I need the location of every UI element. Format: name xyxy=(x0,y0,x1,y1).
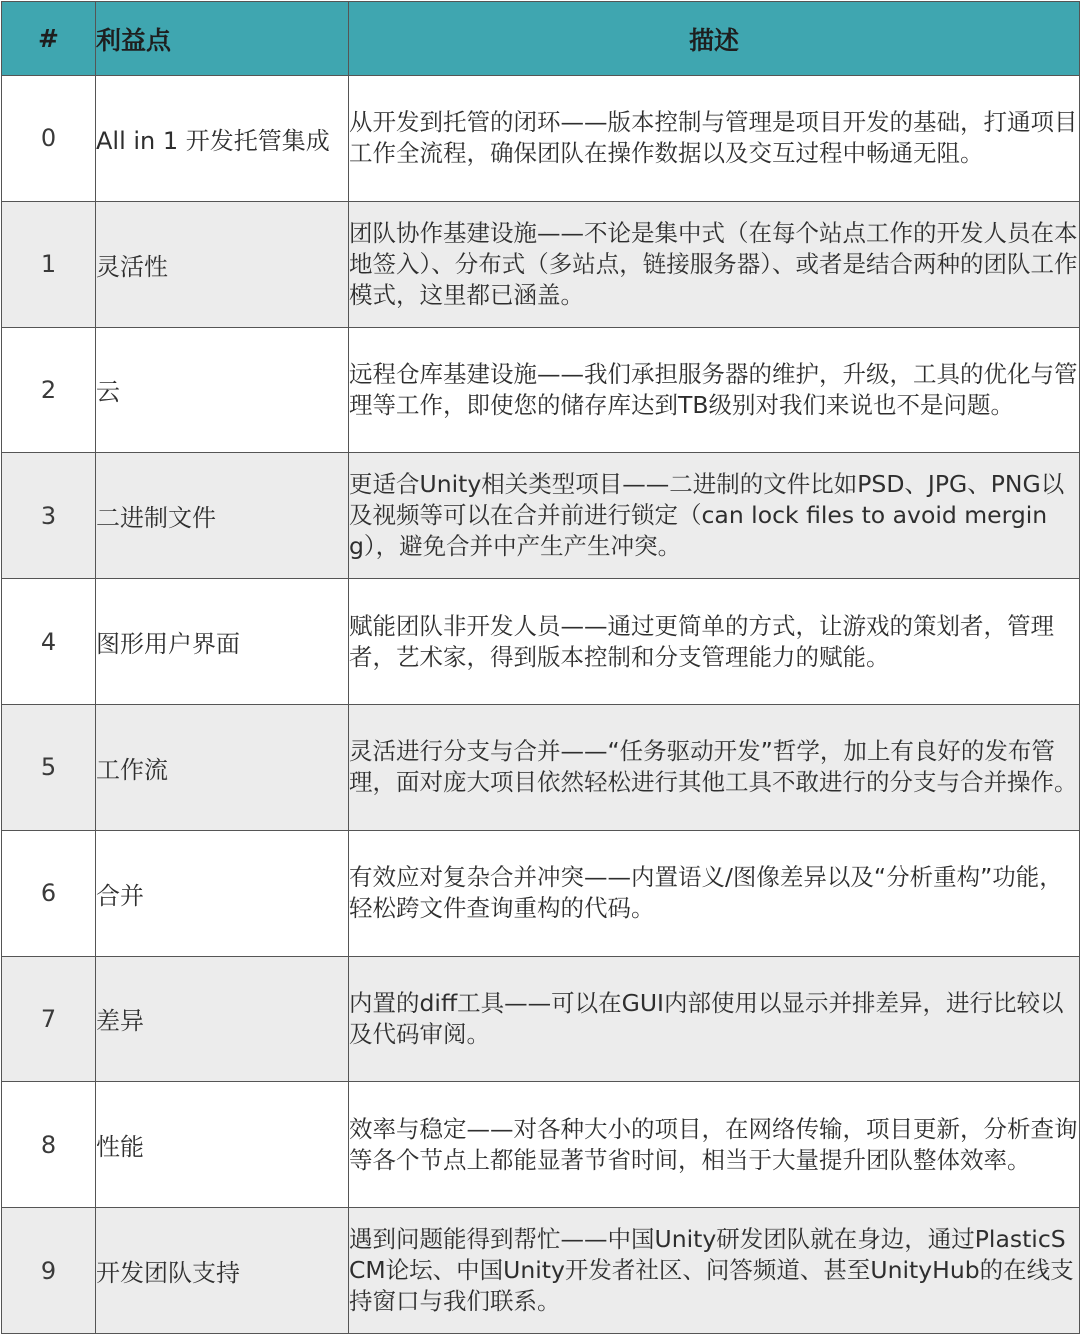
row-description-text: 有效应对复杂合并冲突——内置语义/图像差异以及“分析重构”功能，轻松跨文件查询重构的代码。 xyxy=(349,863,1063,923)
row-number: 7 xyxy=(2,956,96,1082)
table-body xyxy=(2,76,1080,1334)
header-number: # xyxy=(2,2,96,76)
table-row xyxy=(2,704,1080,830)
header-row xyxy=(2,2,1080,76)
table-row xyxy=(2,76,1080,202)
row-number: 6 xyxy=(2,830,96,956)
row-benefit: 合并 xyxy=(96,830,349,956)
row-description xyxy=(349,704,1080,830)
row-number: 4 xyxy=(2,579,96,705)
table-row xyxy=(2,327,1080,453)
row-description xyxy=(349,201,1080,327)
row-description-text: 从开发到托管的闭环——版本控制与管理是项目开发的基础，打通项目工作全流程，确保团队在操作数据以及交互过程中畅通无阻。 xyxy=(349,108,1078,168)
table-row xyxy=(2,201,1080,327)
row-description xyxy=(349,453,1080,579)
row-description-text: 远程仓库基建设施——我们承担服务器的维护，升级，工具的优化与管理等工作，即使您的储存库达到TB级别对我们来说也不是问题。 xyxy=(349,359,1078,419)
row-benefit: 云 xyxy=(96,327,349,453)
table-row xyxy=(2,579,1080,705)
row-description-text: 灵活进行分支与合并——“任务驱动开发”哲学，加上有良好的发布管理，面对庞大项目依然轻松进行其他工具不敢进行的分支与合并操作。 xyxy=(349,737,1078,797)
row-description-text: 内置的diff工具——可以在GUI内部使用以显示并排差异，进行比较以及代码审阅。 xyxy=(349,988,1064,1048)
row-benefit: 性能 xyxy=(96,1082,349,1208)
row-benefit: All in 1 开发托管集成 xyxy=(96,76,349,202)
row-description xyxy=(349,830,1080,956)
row-benefit: 灵活性 xyxy=(96,201,349,327)
row-number: 3 xyxy=(2,453,96,579)
row-description-text: 赋能团队非开发人员——通过更简单的方式，让游戏的策划者，管理者，艺术家，得到版本控制和分支管理能力的赋能。 xyxy=(349,611,1054,671)
row-benefit: 差异 xyxy=(96,956,349,1082)
row-description xyxy=(349,579,1080,705)
row-number: 9 xyxy=(2,1208,96,1334)
table-row xyxy=(2,1208,1080,1334)
row-number: 0 xyxy=(2,76,96,202)
table-row xyxy=(2,956,1080,1082)
row-description xyxy=(349,1082,1080,1208)
row-description-text: 遇到问题能得到帮忙——中国Unity研发团队就在身边，通过PlasticSCM论坛、中国Unity开发者社区、问答频道、甚至UnityHub的在线支持窗口与我们联系。 xyxy=(349,1225,1074,1316)
row-benefit: 二进制文件 xyxy=(96,453,349,579)
row-description-text: 团队协作基建设施——不论是集中式（在每个站点工作的开发人员在本地签入）、分布式（多站点，链接服务器）、或者是结合两种的团队工作模式，这里都已涵盖。 xyxy=(349,218,1078,309)
table-row xyxy=(2,1082,1080,1208)
row-description xyxy=(349,1208,1080,1334)
row-benefit: 图形用户界面 xyxy=(96,579,349,705)
row-description xyxy=(349,327,1080,453)
table-row xyxy=(2,830,1080,956)
header-description: 描述 xyxy=(349,2,1080,76)
benefits-table xyxy=(1,1,1080,1334)
row-number: 8 xyxy=(2,1082,96,1208)
row-number: 1 xyxy=(2,201,96,327)
table-row xyxy=(2,453,1080,579)
row-description xyxy=(349,956,1080,1082)
row-benefit: 工作流 xyxy=(96,704,349,830)
row-number: 2 xyxy=(2,327,96,453)
table-header xyxy=(2,2,1080,76)
row-description-text: 更适合Unity相关类型项目——二进制的文件比如PSD、JPG、PNG以及视频等可以在合并前进行锁定（can lock files to avoid merging），避免合并中产生产生冲突。 xyxy=(349,470,1065,561)
row-number: 5 xyxy=(2,704,96,830)
row-description xyxy=(349,76,1080,202)
row-benefit: 开发团队支持 xyxy=(96,1208,349,1334)
row-description-text: 效率与稳定——对各种大小的项目，在网络传输，项目更新，分析查询等各个节点上都能显著节省时间，相当于大量提升团队整体效率。 xyxy=(349,1114,1078,1174)
header-benefit: 利益点 xyxy=(96,2,349,76)
